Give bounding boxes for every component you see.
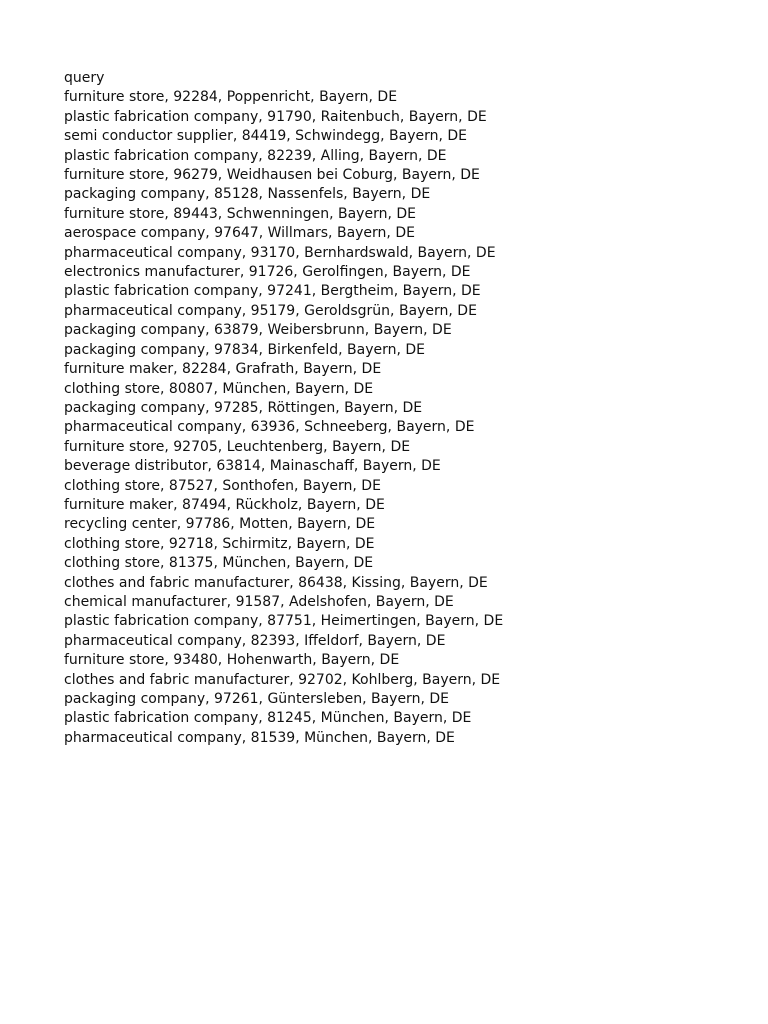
query-row: furniture store, 92284, Poppenricht, Bayern, DE: [64, 89, 398, 106]
query-row: packaging company, 97285, Röttingen, Bayern, DE: [64, 399, 423, 416]
query-row: recycling center, 97786, Motten, Bayern, DE: [64, 516, 376, 533]
query-row: clothes and fabric manufacturer, 92702, Kohlberg, Bayern, DE: [64, 671, 501, 688]
query-row: packaging company, 85128, Nassenfels, Bayern, DE: [64, 186, 431, 203]
query-row: pharmaceutical company, 63936, Schneeberg, Bayern, DE: [64, 419, 475, 436]
query-row: plastic fabrication company, 91790, Raitenbuch, Bayern, DE: [64, 108, 487, 125]
query-row: clothing store, 87527, Sonthofen, Bayern, DE: [64, 477, 381, 494]
query-row: furniture store, 89443, Schwenningen, Bayern, DE: [64, 205, 416, 222]
query-row: pharmaceutical company, 95179, Geroldsgrün, Bayern, DE: [64, 302, 477, 319]
query-row: chemical manufacturer, 91587, Adelshofen, Bayern, DE: [64, 593, 454, 610]
query-row: electronics manufacturer, 91726, Gerolfingen, Bayern, DE: [64, 264, 471, 281]
query-row: semi conductor supplier, 84419, Schwindegg, Bayern, DE: [64, 128, 467, 145]
query-row: beverage distributor, 63814, Mainaschaff, Bayern, DE: [64, 458, 441, 475]
query-row: clothing store, 80807, München, Bayern, DE: [64, 380, 374, 397]
query-row: aerospace company, 97647, Willmars, Bayern, DE: [64, 225, 415, 242]
query-row: furniture maker, 82284, Grafrath, Bayern, DE: [64, 361, 382, 378]
query-row: clothes and fabric manufacturer, 86438, Kissing, Bayern, DE: [64, 574, 488, 591]
query-list: [64, 88, 744, 748]
query-row: furniture store, 92705, Leuchtenberg, Bayern, DE: [64, 438, 411, 455]
query-row: clothing store, 81375, München, Bayern, DE: [64, 555, 374, 572]
query-row: plastic fabrication company, 97241, Bergtheim, Bayern, DE: [64, 283, 481, 300]
query-row: furniture store, 93480, Hohenwarth, Bayern, DE: [64, 652, 400, 669]
query-row: packaging company, 97834, Birkenfeld, Bayern, DE: [64, 341, 426, 358]
query-row: plastic fabrication company, 82239, Alling, Bayern, DE: [64, 147, 447, 164]
query-row: packaging company, 63879, Weibersbrunn, Bayern, DE: [64, 322, 452, 339]
query-row: pharmaceutical company, 82393, Iffeldorf, Bayern, DE: [64, 632, 446, 649]
query-row: furniture store, 96279, Weidhausen bei Coburg, Bayern, DE: [64, 167, 480, 184]
query-row: pharmaceutical company, 81539, München, Bayern, DE: [64, 729, 455, 746]
query-row: furniture maker, 87494, Rückholz, Bayern, DE: [64, 496, 385, 513]
document-page: [64, 69, 744, 748]
query-row: packaging company, 97261, Güntersleben, Bayern, DE: [64, 691, 449, 707]
column-header: query: [64, 70, 105, 86]
query-row: pharmaceutical company, 93170, Bernhardswald, Bayern, DE: [64, 244, 496, 261]
query-row: clothing store, 92718, Schirmitz, Bayern, DE: [64, 535, 375, 552]
query-row: plastic fabrication company, 81245, München, Bayern, DE: [64, 710, 472, 727]
query-row: plastic fabrication company, 87751, Heimertingen, Bayern, DE: [64, 613, 504, 630]
